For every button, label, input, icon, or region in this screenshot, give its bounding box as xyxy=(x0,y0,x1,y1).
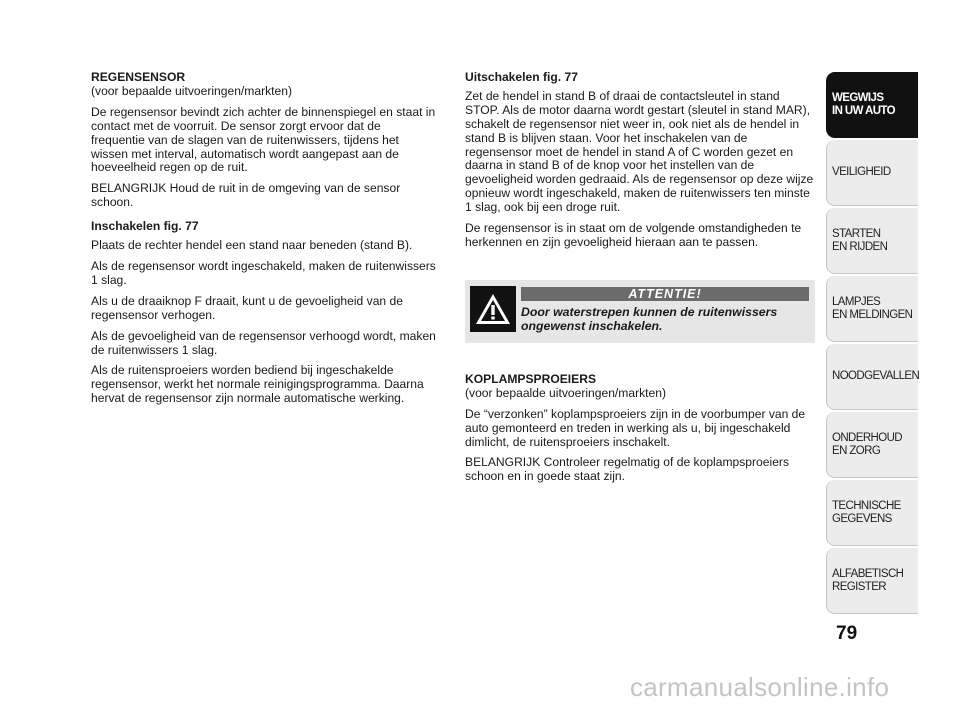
tab-noodgevallen[interactable] xyxy=(826,344,918,410)
koplampsproeiers-subheading: (voor bepaalde uitvoeringen/markten) xyxy=(465,385,667,400)
tab-label: NOODGEVALLEN xyxy=(832,370,920,382)
tab-lampjes[interactable] xyxy=(826,276,918,342)
tab-label: LAMPJES EN MELDINGEN xyxy=(832,295,913,321)
tab-label: WEGWIJS IN UW AUTO xyxy=(832,91,895,117)
paragraph: De regensensor is in staat om de volgende omstandigheden te herkennen en zijn gevoeligheid hieraan aan te passen. xyxy=(465,221,802,249)
tab-label: TECHNISCHE GEGEVENS xyxy=(832,499,901,525)
paragraph: Als de regensensor wordt ingeschakeld, maken de ruitenwissers 1 slag. xyxy=(91,258,436,287)
page-number: 79 xyxy=(836,623,858,644)
watermark: carmanualsonline.info xyxy=(630,672,890,702)
left-column xyxy=(91,71,436,413)
warning-box xyxy=(465,280,815,343)
paragraph: De “verzonken” koplampsproeiers zijn in de voorbumper van de auto gemonteerd en treden in werking als u, bij ingeschakeld dimlicht, de ruitensproeiers inschakelt. xyxy=(465,406,806,449)
warning-title: ATTENTIE! xyxy=(521,287,809,301)
paragraph: BELANGRIJK Controleer regelmatig of de koplampsproeiers schoon en in goede staat zijn. xyxy=(465,455,789,484)
tab-label: STARTEN EN RIJDEN xyxy=(832,227,888,253)
tab-onderhoud[interactable] xyxy=(826,412,918,478)
paragraph: Plaats de rechter hendel een stand naar beneden (stand B). xyxy=(91,238,413,253)
paragraph: Als de gevoeligheid van de regensensor verhoogd wordt, maken de ruitenwissers 1 slag. xyxy=(91,328,436,357)
tab-wegwijs[interactable] xyxy=(826,72,918,138)
regensensor-subheading: (voor bepaalde uitvoeringen/markten) xyxy=(91,83,293,98)
paragraph: Als de ruitensproeiers worden bediend bij ingeschakelde regensensor, werkt het normale reinigingsprogramma. Daarna hervat de regensensor zijn normale automatische werking. xyxy=(91,363,424,406)
paragraph: De regensensor bevindt zich achter de binnenspiegel en staat in contact met de voorruit. De sensor zorgt ervoor dat de frequentie van de slagen van de ruitenwissers, tijdens het wissen met interval, automatisch wordt aangepast aan de hoeveelheid regen op de ruit. xyxy=(91,104,436,175)
warning-triangle-icon xyxy=(470,286,516,332)
tab-label: VEILIGHEID xyxy=(832,166,891,178)
uitschakelen-heading: Uitschakelen fig. 77 xyxy=(465,70,578,84)
koplampsproeiers-heading: KOPLAMPSPROEIERS xyxy=(465,371,597,386)
tab-label: ONDERHOUD EN ZORG xyxy=(832,431,902,457)
paragraph: Als u de draaiknop F draait, kunt u de gevoeligheid van de regensensor verhogen. xyxy=(91,293,403,322)
right-column xyxy=(465,71,815,491)
tab-veiligheid[interactable] xyxy=(826,140,918,206)
regensensor-heading: REGENSENSOR xyxy=(91,70,186,84)
tab-technische[interactable] xyxy=(826,480,918,546)
tab-alfabetisch[interactable] xyxy=(826,548,918,614)
paragraph: Zet de hendel in stand B of draai de contactsleutel in stand STOP. Als de motor daarna wordt gestart (sleutel in stand MAR), schakelt de regensensor niet weer in, ook niet als de hendel in stand B is blijven staan. Voor het inschakelen van de regensensor moet de hendel in stand A of C worden gezet en daarna in stand B of de knop voor het instellen van de gevoeligheid worden gedraaid. Als de regensensor op deze wijze opnieuw wordt ingeschakeld, maken de ruitenwissers ten minste 1 slag, ook bij een droge ruit. xyxy=(465,88,814,215)
tab-label: ALFABETISCH REGISTER xyxy=(832,567,904,593)
tab-starten[interactable] xyxy=(826,208,918,274)
paragraph: BELANGRIJK Houd de ruit in de omgeving van de sensor schoon. xyxy=(91,181,401,210)
warning-text: Door waterstrepen kunnen de ruitenwissers ongewenst inschakelen. xyxy=(521,304,778,333)
inschakelen-heading: Inschakelen fig. 77 xyxy=(91,219,199,234)
chapter-tabs xyxy=(826,72,918,617)
